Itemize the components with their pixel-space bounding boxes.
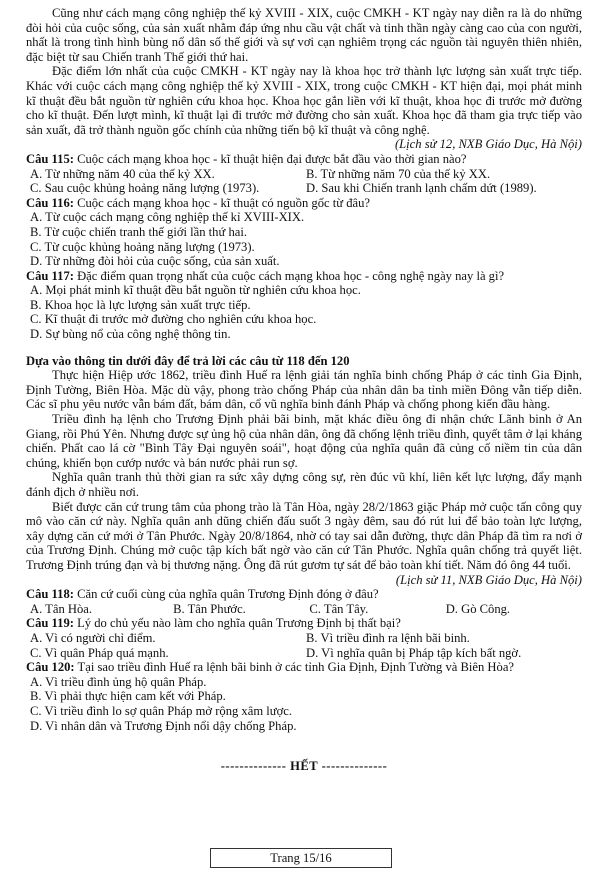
option-d: D. Từ những đòi hỏi của cuộc sống, của sản xuất. bbox=[30, 254, 280, 269]
option-a: A. Từ cuộc cách mạng công nghiệp thế kỉ XVIII-XIX. bbox=[30, 210, 305, 225]
option-d: D. Vì nhân dân và Trương Định nổi dậy chống Pháp. bbox=[30, 718, 297, 733]
option-d: D. Sự bùng nổ của công nghệ thông tin. bbox=[30, 327, 231, 342]
passage2-paragraph-2: Triều đình hạ lệnh cho Trương Định phải bãi binh, mặt khác điều ông đi nhận chức Lãnh binh ở An Giang, rồi Phú Yên. Nhưng được sự ủng hộ của nhân dân, ông đã chống lệnh triều đình, quyết tâm ở lại kháng chiến. Phất cao lá cờ "Bình Tây Đại nguyên soái", hoạt động của nghĩa quân đã củng cố niềm tin của dân chúng, khiến bọn cướp nước và bán nước phải run sợ. bbox=[26, 412, 582, 470]
question-label: Câu 115: bbox=[26, 151, 74, 166]
question-text: Tại sao triều đình Huế ra lệnh bãi binh ở các tỉnh Gia Định, Định Tường và Biên Hòa? bbox=[74, 660, 515, 675]
question-text: Cuộc cách mạng khoa học - kĩ thuật hiện đại được bắt đầu vào thời gian nào? bbox=[73, 151, 467, 166]
passage2-source: (Lịch sử 11, NXB Giáo Dục, Hà Nội) bbox=[395, 572, 582, 587]
question-118 bbox=[26, 587, 582, 616]
option-b: B. Vì phải thực hiện cam kết với Pháp. bbox=[30, 689, 226, 704]
option-d: D. Sau khi Chiến tranh lạnh chấm dứt (1989). bbox=[306, 181, 537, 196]
option-d: D. Vì nghĩa quân bị Pháp tập kích bất ngờ. bbox=[306, 645, 522, 660]
question-label: Câu 117: bbox=[26, 268, 74, 283]
option-b: B. Tân Phước. bbox=[173, 601, 246, 616]
option-c: C. Vì triều đình lo sợ quân Pháp mở rộng xâm lược. bbox=[30, 703, 292, 718]
option-b: B. Từ những năm 70 của thế kỷ XX. bbox=[306, 166, 491, 181]
question-120 bbox=[26, 660, 582, 733]
section-heading: Dựa vào thông tin dưới đây để trả lời các câu từ 118 đến 120 bbox=[26, 353, 350, 368]
question-117 bbox=[26, 269, 582, 342]
passage1-paragraph-2: Đặc điểm lớn nhất của cuộc CMKH - KT ngày nay là khoa học trở thành lực lượng sản xuất trực tiếp. Khác với cuộc cách mạng công nghiệp thế kỷ XVIII - XIX, trong cuộc CMKH - KT hiện đại, mọi phát minh kĩ thuật đều bắt nguồn từ nghiên cứu khoa học. Khoa học gắn liền với kĩ thuật, khoa học đi trước mở đường cho kĩ thuật. Đến lượt mình, kĩ thuật lại đi trước mở đường cho sản xuất. Khoa học đã tham gia trực tiếp vào sản xuất, đã trở thành nguồn gốc chính của những tiến bộ kĩ thuật và công nghệ. bbox=[26, 64, 582, 137]
option-c: C. Sau cuộc khủng hoảng năng lượng (1973). bbox=[30, 181, 260, 196]
page-number: Trang 15/16 bbox=[210, 848, 392, 868]
passage2-paragraph-3: Nghĩa quân tranh thủ thời gian ra sức xây dựng công sự, rèn đúc vũ khí, liên kết lực lượng, đẩy mạnh đánh địch ở nhiều nơi. bbox=[26, 470, 582, 499]
option-a: A. Tân Hòa. bbox=[30, 601, 93, 616]
option-d: D. Gò Công. bbox=[445, 601, 511, 616]
question-label: Câu 119: bbox=[26, 616, 74, 631]
passage2-paragraph-4: Biết được căn cứ trung tâm của phong trào là Tân Hòa, ngày 28/2/1863 giặc Pháp mở cuộc tấn công quy mô vào căn cứ này. Nghĩa quân anh dũng chiến đấu suốt 3 ngày đêm, sau đó rút lui để bảo toàn lực lượng, xây dựng căn cứ mới ở Tân Phước. Ngày 20/8/1864, nhờ có tay sai dẫn đường, thực dân Pháp đã tìm ra nơi ở của Trương Định. Chúng mở cuộc tập kích bất ngờ vào căn cứ Tân Phước. Nghĩa quân chống trả quyết liệt. Trương Định trúng đạn và bị thương nặng. Ông đã rút gươm tự sát để bảo toàn khí tiết. Năm đó ông 44 tuổi. bbox=[26, 499, 582, 572]
option-a: A. Từ những năm 40 của thế kỷ XX. bbox=[30, 166, 215, 181]
option-c: C. Tân Tây. bbox=[309, 601, 369, 616]
question-116 bbox=[26, 196, 582, 269]
option-a: A. Mọi phát minh kĩ thuật đều bắt nguồn từ nghiên cứu khoa học. bbox=[30, 283, 361, 298]
question-label: Câu 120: bbox=[26, 660, 75, 675]
question-119 bbox=[26, 616, 582, 660]
passage2-paragraph-1: Thực hiện Hiệp ước 1862, triều đình Huế ra lệnh giải tán nghĩa binh chống Pháp ở các tỉnh Gia Định, Định Tường, Biên Hòa. Mặc dù vậy, phong trào chống Pháp của nhân dân ba tỉnh miền Đông vẫn tiếp diễn. Các sĩ phu yêu nước vẫn bám đất, bám dân, cổ vũ nghĩa binh đánh Pháp và chống phong kiến đầu hàng. bbox=[26, 368, 582, 412]
question-label: Câu 118: bbox=[26, 587, 74, 602]
option-b: B. Từ cuộc chiến tranh thế giới lần thứ hai. bbox=[30, 224, 247, 239]
option-b: B. Khoa học là lực lượng sản xuất trực tiếp. bbox=[30, 297, 251, 312]
question-115 bbox=[26, 152, 582, 196]
question-text: Đặc điểm quan trọng nhất của cuộc cách mạng khoa học - công nghệ ngày nay là gì? bbox=[73, 268, 505, 283]
passage1-paragraph-1: Cũng như cách mạng công nghiệp thế kỷ XVIII - XIX, cuộc CMKH - KT ngày nay diễn ra là do những đòi hỏi của cuộc sống, của sản xuất nhằm đáp ứng nhu cầu vật chất và tinh thần ngày càng cao của con người, nhất là trong tình hình bùng nổ dân số thế giới và sự vơi cạn nghiêm trọng các nguồn tài nguyên thiên nhiên, đặc biệt từ sau Chiến tranh Thế giới thứ hai. bbox=[26, 6, 582, 64]
option-b: B. Vì triều đình ra lệnh bãi binh. bbox=[306, 630, 470, 645]
question-text: Căn cứ cuối cùng của nghĩa quân Trương Định đóng ở đâu? bbox=[73, 587, 379, 602]
option-a: A. Vì có người chỉ điểm. bbox=[30, 630, 156, 645]
option-a: A. Vì triều đình ủng hộ quân Pháp. bbox=[30, 674, 207, 689]
option-c: C. Vì quân Pháp quá mạnh. bbox=[30, 645, 169, 660]
option-c: C. Kĩ thuật đi trước mở đường cho nghiên cứu khoa học. bbox=[30, 312, 317, 327]
option-c: C. Từ cuộc khủng hoảng năng lượng (1973). bbox=[30, 239, 255, 254]
question-text: Lý do chủ yếu nào làm cho nghĩa quân Trương Định bị thất bại? bbox=[73, 616, 401, 631]
passage1-source: (Lịch sử 12, NXB Giáo Dục, Hà Nội) bbox=[394, 137, 582, 152]
question-label: Câu 116: bbox=[26, 195, 74, 210]
question-text: Cuộc cách mạng khoa học - kĩ thuật có nguồn gốc từ đâu? bbox=[73, 195, 370, 210]
end-marker: -------------- HẾT -------------- bbox=[220, 759, 388, 774]
